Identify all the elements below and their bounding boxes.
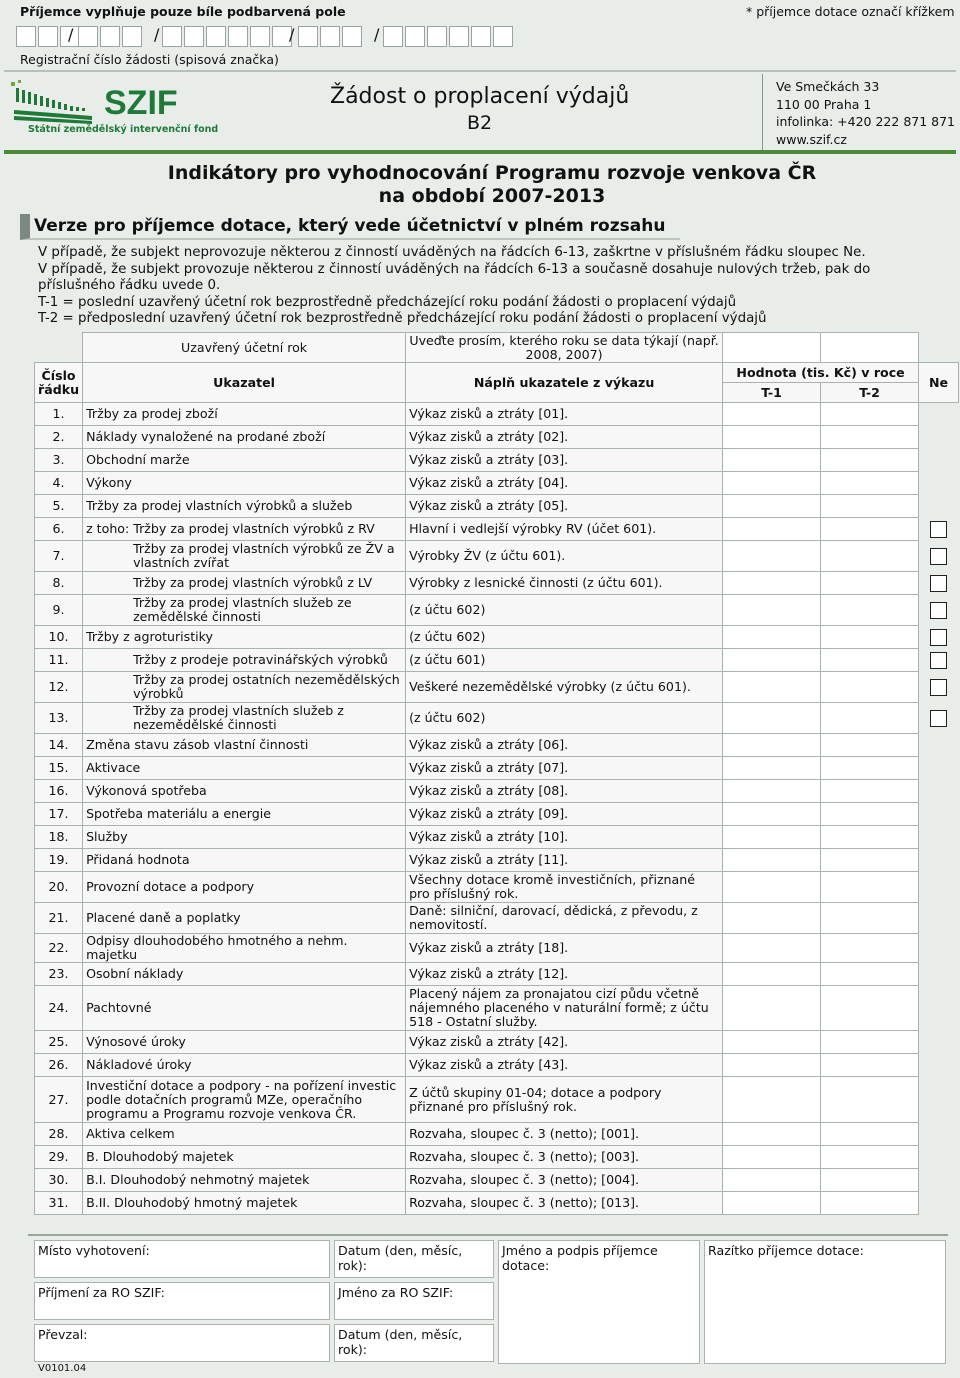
value-t2-input[interactable] bbox=[821, 826, 919, 849]
table-row bbox=[35, 672, 959, 703]
indicator-name: Tržby z agroturistiky bbox=[83, 626, 406, 649]
indicator-source: Výrobky ŽV (z účtu 601). bbox=[406, 541, 723, 572]
indicator-source: Výkaz zisků a ztráty [02]. bbox=[406, 426, 723, 449]
logo-text: SZIF bbox=[104, 84, 178, 122]
indicator-source: Výkaz zisků a ztráty [11]. bbox=[406, 849, 723, 872]
ro-surname-field[interactable]: Příjmení za RO SZIF: bbox=[34, 1282, 330, 1320]
reg-field-4[interactable] bbox=[298, 26, 364, 47]
logo-tagline: Státní zemědělský intervenční fond bbox=[28, 124, 219, 135]
reg-label: Registrační číslo žádosti (spisová značka) bbox=[20, 52, 279, 67]
value-t1-input[interactable] bbox=[723, 1146, 821, 1169]
indicator-source: Z účtů skupiny 01-04; dotace a podpory přiznané pro příslušný rok. bbox=[406, 1077, 723, 1123]
reg-slash: / bbox=[154, 25, 160, 44]
indicator-source: Všechny dotace kromě investičních, přiznané pro příslušný rok. bbox=[406, 872, 723, 903]
date-field-1[interactable]: Datum (den, měsíc, rok): bbox=[334, 1240, 494, 1278]
indicator-source: Rozvaha, sloupec č. 3 (netto); [003]. bbox=[406, 1146, 723, 1169]
instruction-line: T-2 = předposlední uzavřený účetní rok bezprostředně předcházející roku podání žádosti o proplacení výdajů bbox=[38, 311, 767, 326]
value-t1-input[interactable] bbox=[723, 472, 821, 495]
heading-line-1: Indikátory pro vyhodnocování Programu rozvoje venkova ČR bbox=[167, 162, 817, 184]
indicators-table bbox=[34, 332, 959, 1215]
table-row bbox=[35, 1031, 959, 1054]
row-number: 30. bbox=[35, 1169, 83, 1192]
instruction-line: T-1 = poslední uzavřený účetní rok bezprostředně předcházející roku podání žádosti o proplacení výdajů bbox=[38, 294, 737, 310]
value-t1-input[interactable] bbox=[723, 826, 821, 849]
value-t2-input[interactable] bbox=[821, 934, 919, 963]
indicator-source: Výkaz zisků a ztráty [03]. bbox=[406, 449, 723, 472]
table-row bbox=[35, 849, 959, 872]
table-row bbox=[35, 986, 959, 1031]
szif-logo bbox=[8, 80, 219, 140]
ne-cell bbox=[919, 872, 959, 903]
indicator-name: Tržby za prodej vlastních služeb z nezemědělské činnosti bbox=[83, 703, 406, 734]
received-by-field[interactable]: Převzal: bbox=[34, 1324, 330, 1362]
indicator-source: Veškeré nezemědělské výrobky (z účtu 601). bbox=[406, 672, 723, 703]
table-row bbox=[35, 1123, 959, 1146]
ne-cell bbox=[919, 626, 959, 649]
ne-cell bbox=[919, 649, 959, 672]
ne-cell bbox=[919, 903, 959, 934]
ne-cell bbox=[919, 1031, 959, 1054]
value-t1-input[interactable] bbox=[723, 626, 821, 649]
ne-checkbox[interactable] bbox=[930, 629, 947, 646]
ne-cell bbox=[919, 595, 959, 626]
value-t2-input[interactable] bbox=[821, 1031, 919, 1054]
row-number: 8. bbox=[35, 572, 83, 595]
value-t2-input[interactable] bbox=[821, 757, 919, 780]
ne-cell bbox=[919, 1146, 959, 1169]
address-street: Ve Smečkách 33 bbox=[776, 79, 880, 94]
table-row bbox=[35, 780, 959, 803]
table-row bbox=[35, 403, 959, 426]
indicator-source: Rozvaha, sloupec č. 3 (netto); [004]. bbox=[406, 1169, 723, 1192]
value-t1-input[interactable] bbox=[723, 403, 821, 426]
indicator-name: Nákladové úroky bbox=[83, 1054, 406, 1077]
indicator-header: Ukazatel bbox=[83, 363, 406, 403]
indicator-source: (z účtu 601) bbox=[406, 649, 723, 672]
blank-cell bbox=[35, 333, 83, 363]
value-t1-input[interactable] bbox=[723, 518, 821, 541]
indicator-name: Výkony bbox=[83, 472, 406, 495]
table-row bbox=[35, 541, 959, 572]
row-number: 2. bbox=[35, 426, 83, 449]
place-field[interactable]: Místo vyhotovení: bbox=[34, 1240, 330, 1278]
value-t2-input[interactable] bbox=[821, 986, 919, 1031]
table-row bbox=[35, 757, 959, 780]
indicator-name: Tržby za prodej ostatních nezemědělských výrobků bbox=[83, 672, 406, 703]
indicator-name: Odpisy dlouhodobého hmotného a nehm. majetku bbox=[83, 934, 406, 963]
row-number: 16. bbox=[35, 780, 83, 803]
value-t2-input[interactable] bbox=[821, 1146, 919, 1169]
row-number: 24. bbox=[35, 986, 83, 1031]
reg-field-3[interactable] bbox=[162, 26, 294, 47]
reg-field-2[interactable] bbox=[78, 26, 144, 47]
ne-cell bbox=[919, 1192, 959, 1215]
indicator-source: (z účtu 602) bbox=[406, 595, 723, 626]
indicator-name: z toho: Tržby za prodej vlastních výrobků z RV bbox=[83, 518, 406, 541]
recipient-signature-field[interactable]: Jméno a podpis příjemce dotace: bbox=[498, 1240, 700, 1364]
indicator-name: Náklady vynaložené na prodané zboží bbox=[83, 426, 406, 449]
indicator-name: Provozní dotace a podpory bbox=[83, 872, 406, 903]
table-row bbox=[35, 963, 959, 986]
ne-cell bbox=[919, 963, 959, 986]
main-heading bbox=[0, 162, 960, 208]
value-t1-input[interactable] bbox=[723, 934, 821, 963]
row-number: 27. bbox=[35, 1077, 83, 1123]
indicator-name: Tržby za prodej vlastních výrobků ze ŽV a vlastních zvířat bbox=[83, 541, 406, 572]
table-row bbox=[35, 595, 959, 626]
indicator-source: Výkaz zisků a ztráty [01]. bbox=[406, 403, 723, 426]
stamp-field[interactable]: Razítko příjemce dotace: bbox=[704, 1240, 946, 1364]
blank-cell bbox=[919, 333, 959, 363]
table-row bbox=[35, 872, 959, 903]
value-t1-input[interactable] bbox=[723, 1123, 821, 1146]
row-number: 7. bbox=[35, 541, 83, 572]
indicator-source: Daně: silniční, darovací, dědická, z převodu, z nemovitostí. bbox=[406, 903, 723, 934]
ne-cell bbox=[919, 572, 959, 595]
value-t2-input[interactable] bbox=[821, 495, 919, 518]
row-number: 10. bbox=[35, 626, 83, 649]
value-t2-input[interactable] bbox=[821, 541, 919, 572]
indicator-source: (z účtu 602) bbox=[406, 626, 723, 649]
value-t1-input[interactable] bbox=[723, 780, 821, 803]
form-version: V0101.04 bbox=[38, 1363, 87, 1374]
value-t2-input[interactable] bbox=[821, 872, 919, 903]
indicator-name: Tržby z prodeje potravinářských výrobků bbox=[83, 649, 406, 672]
value-t2-input[interactable] bbox=[821, 780, 919, 803]
ne-cell bbox=[919, 703, 959, 734]
indicator-name: B.II. Dlouhodobý hmotný majetek bbox=[83, 1192, 406, 1215]
ne-cell bbox=[919, 1077, 959, 1123]
indicator-name: Tržby za prodej vlastních služeb ze zemědělské činnosti bbox=[83, 595, 406, 626]
row-number: 5. bbox=[35, 495, 83, 518]
t2-header: T-2 bbox=[821, 383, 919, 403]
value-t2-input[interactable] bbox=[821, 595, 919, 626]
table-row bbox=[35, 649, 959, 672]
ne-cell bbox=[919, 518, 959, 541]
value-t1-input[interactable] bbox=[723, 1169, 821, 1192]
value-t2-input[interactable] bbox=[821, 518, 919, 541]
table-row bbox=[35, 903, 959, 934]
value-t1-input[interactable] bbox=[723, 734, 821, 757]
value-t1-input[interactable] bbox=[723, 672, 821, 703]
table-row bbox=[35, 1054, 959, 1077]
table-row bbox=[35, 626, 959, 649]
row-number: 29. bbox=[35, 1146, 83, 1169]
content-header: Náplň ukazatele z výkazu bbox=[406, 363, 723, 403]
value-t1-input[interactable] bbox=[723, 541, 821, 572]
divider bbox=[762, 74, 763, 150]
row-number: 4. bbox=[35, 472, 83, 495]
ne-cell bbox=[919, 734, 959, 757]
row-number: 28. bbox=[35, 1123, 83, 1146]
ne-checkbox[interactable] bbox=[930, 652, 947, 669]
reg-field-5[interactable] bbox=[383, 26, 515, 47]
table-row bbox=[35, 449, 959, 472]
address-city: 110 00 Praha 1 bbox=[776, 96, 872, 112]
table-row bbox=[35, 1077, 959, 1123]
indicator-name: B.I. Dlouhodobý nehmotný majetek bbox=[83, 1169, 406, 1192]
indicator-name: Osobní náklady bbox=[83, 963, 406, 986]
table-row bbox=[35, 1146, 959, 1169]
indicator-source: Hlavní i vedlejší výrobky RV (účet 601). bbox=[406, 518, 723, 541]
indicator-source: Výkaz zisků a ztráty [18]. bbox=[406, 934, 723, 963]
table-row bbox=[35, 826, 959, 849]
fill-instruction: Příjemce vyplňuje pouze bíle podbarvená pole bbox=[20, 4, 346, 19]
value-t2-input[interactable] bbox=[821, 472, 919, 495]
indicator-source: Výkaz zisků a ztráty [43]. bbox=[406, 1054, 723, 1077]
value-t1-input[interactable] bbox=[723, 986, 821, 1031]
date-field-2[interactable]: Datum (den, měsíc, rok): bbox=[334, 1324, 494, 1362]
indicator-name: Pachtovné bbox=[83, 986, 406, 1031]
indicator-source: Výkaz zisků a ztráty [09]. bbox=[406, 803, 723, 826]
indicator-source: Placený nájem za pronajatou cizí půdu včetně nájemného placeného v naturální formě; z účtu 518 - Ostatní služby. bbox=[406, 986, 723, 1031]
indicator-name: Služby bbox=[83, 826, 406, 849]
table-row bbox=[35, 1169, 959, 1192]
indicator-name: Změna stavu zásob vlastní činnosti bbox=[83, 734, 406, 757]
ne-cell bbox=[919, 849, 959, 872]
ne-cell bbox=[919, 780, 959, 803]
value-t1-input[interactable] bbox=[723, 757, 821, 780]
value-t2-input[interactable] bbox=[821, 1077, 919, 1123]
value-t1-input[interactable] bbox=[723, 1054, 821, 1077]
indicator-name: Placené daně a poplatky bbox=[83, 903, 406, 934]
indicator-source: Výkaz zisků a ztráty [42]. bbox=[406, 1031, 723, 1054]
divider bbox=[4, 70, 956, 72]
indicator-name: Aktivace bbox=[83, 757, 406, 780]
indicator-name: B. Dlouhodobý majetek bbox=[83, 1146, 406, 1169]
value-t2-input[interactable] bbox=[821, 803, 919, 826]
row-number: 31. bbox=[35, 1192, 83, 1215]
indicator-source: Výkaz zisků a ztráty [12]. bbox=[406, 963, 723, 986]
ne-cell bbox=[919, 495, 959, 518]
ne-cell bbox=[919, 803, 959, 826]
value-t2-input[interactable] bbox=[821, 903, 919, 934]
value-t1-input[interactable] bbox=[723, 449, 821, 472]
ne-header: Ne bbox=[919, 363, 959, 403]
ne-cell bbox=[919, 541, 959, 572]
ne-cell bbox=[919, 1123, 959, 1146]
ne-checkbox[interactable] bbox=[930, 602, 947, 619]
table-row bbox=[35, 734, 959, 757]
address-block bbox=[776, 78, 955, 148]
indicator-name: Výnosové úroky bbox=[83, 1031, 406, 1054]
table-row bbox=[35, 572, 959, 595]
value-header: Hodnota (tis. Kč) v roce bbox=[723, 363, 919, 383]
indicator-source: Rozvaha, sloupec č. 3 (netto); [001]. bbox=[406, 1123, 723, 1146]
row-no-header: Číslo řádku bbox=[35, 363, 83, 403]
ne-checkbox[interactable] bbox=[930, 521, 947, 538]
indicator-name: Tržby za prodej zboží bbox=[83, 403, 406, 426]
ne-cell bbox=[919, 826, 959, 849]
row-number: 9. bbox=[35, 595, 83, 626]
indicator-name: Spotřeba materiálu a energie bbox=[83, 803, 406, 826]
table-row bbox=[35, 426, 959, 449]
table-row bbox=[35, 472, 959, 495]
form-title: Žádost o proplacení výdajů bbox=[330, 84, 630, 109]
value-t1-input[interactable] bbox=[723, 849, 821, 872]
value-t2-input[interactable] bbox=[821, 572, 919, 595]
value-t1-input[interactable] bbox=[723, 1031, 821, 1054]
ne-checkbox[interactable] bbox=[930, 575, 947, 592]
row-number: 13. bbox=[35, 703, 83, 734]
table-row bbox=[35, 703, 959, 734]
value-t1-input[interactable] bbox=[723, 572, 821, 595]
table-row bbox=[35, 518, 959, 541]
row-number: 11. bbox=[35, 649, 83, 672]
value-t2-input[interactable] bbox=[821, 649, 919, 672]
value-t2-input[interactable] bbox=[821, 1169, 919, 1192]
indicator-name: Výkonová spotřeba bbox=[83, 780, 406, 803]
row-number: 19. bbox=[35, 849, 83, 872]
row-number: 12. bbox=[35, 672, 83, 703]
ne-cell bbox=[919, 986, 959, 1031]
ne-cell bbox=[919, 403, 959, 426]
ne-cell bbox=[919, 449, 959, 472]
indicator-name: Obchodní marže bbox=[83, 449, 406, 472]
indicator-source: Rozvaha, sloupec č. 3 (netto); [013]. bbox=[406, 1192, 723, 1215]
reg-slash: / bbox=[289, 25, 295, 44]
value-t1-input[interactable] bbox=[723, 1077, 821, 1123]
value-t2-input[interactable] bbox=[821, 1192, 919, 1215]
value-t1-input[interactable] bbox=[723, 703, 821, 734]
indicator-name: Přidaná hodnota bbox=[83, 849, 406, 872]
value-t1-input[interactable] bbox=[723, 426, 821, 449]
instruction-line: V případě, že subjekt neprovozuje některou z činností uváděných na řádcích 6-13, zaškrtne v příslušném řádku sloupec Ne. bbox=[38, 245, 866, 260]
indicator-source: Výkaz zisků a ztráty [07]. bbox=[406, 757, 723, 780]
ne-cell bbox=[919, 426, 959, 449]
green-rule bbox=[4, 150, 956, 154]
row-number: 14. bbox=[35, 734, 83, 757]
value-t1-input[interactable] bbox=[723, 803, 821, 826]
indicator-name: Tržby za prodej vlastních výrobků z LV bbox=[83, 572, 406, 595]
address-hotline: infolinka: +420 222 871 871 bbox=[776, 114, 956, 129]
ne-checkbox[interactable] bbox=[930, 710, 947, 727]
value-t2-input[interactable] bbox=[821, 626, 919, 649]
value-t2-input[interactable] bbox=[821, 403, 919, 426]
value-t2-input[interactable] bbox=[821, 449, 919, 472]
ne-cell bbox=[919, 672, 959, 703]
ne-cell bbox=[919, 1054, 959, 1077]
year-t2-input[interactable] bbox=[821, 333, 919, 363]
row-number: 23. bbox=[35, 963, 83, 986]
value-t2-input[interactable] bbox=[821, 426, 919, 449]
row-number: 22. bbox=[35, 934, 83, 963]
value-t1-input[interactable] bbox=[723, 595, 821, 626]
table-row bbox=[35, 803, 959, 826]
value-t2-input[interactable] bbox=[821, 672, 919, 703]
ne-cell bbox=[919, 1169, 959, 1192]
top-bar bbox=[0, 0, 960, 72]
value-t2-input[interactable] bbox=[821, 1123, 919, 1146]
row-number: 6. bbox=[35, 518, 83, 541]
t1-header: T-1 bbox=[723, 383, 821, 403]
table-row bbox=[35, 934, 959, 963]
year-note: Uveďte prosím, kterého roku se data týkají (např. 2008, 2007) bbox=[406, 333, 723, 363]
row-number: 25. bbox=[35, 1031, 83, 1054]
version-title: Verze pro příjemce dotace, který vede účetnictví v plném rozsahu bbox=[20, 214, 680, 240]
row-number: 20. bbox=[35, 872, 83, 903]
row-number: 26. bbox=[35, 1054, 83, 1077]
year-t1-input[interactable] bbox=[723, 333, 821, 363]
indicator-source: Výrobky z lesnické činnosti (z účtu 601). bbox=[406, 572, 723, 595]
row-number: 15. bbox=[35, 757, 83, 780]
ne-cell bbox=[919, 757, 959, 780]
ne-checkbox[interactable] bbox=[930, 548, 947, 565]
value-t1-input[interactable] bbox=[723, 1192, 821, 1215]
indicator-source: Výkaz zisků a ztráty [05]. bbox=[406, 495, 723, 518]
instructions bbox=[38, 245, 938, 328]
value-t2-input[interactable] bbox=[821, 734, 919, 757]
value-t1-input[interactable] bbox=[723, 903, 821, 934]
indicator-source: Výkaz zisků a ztráty [06]. bbox=[406, 734, 723, 757]
indicator-source: Výkaz zisků a ztráty [10]. bbox=[406, 826, 723, 849]
value-t1-input[interactable] bbox=[723, 649, 821, 672]
ne-cell bbox=[919, 472, 959, 495]
closed-year-label: Uzavřený účetní rok bbox=[83, 333, 406, 363]
value-t1-input[interactable] bbox=[723, 495, 821, 518]
heading-line-2: na období 2007-2013 bbox=[378, 185, 606, 207]
indicator-name: Aktiva celkem bbox=[83, 1123, 406, 1146]
ne-checkbox[interactable] bbox=[930, 679, 947, 696]
reg-slash: / bbox=[374, 25, 380, 44]
indicator-source: Výkaz zisků a ztráty [04]. bbox=[406, 472, 723, 495]
form-code: B2 bbox=[467, 112, 493, 134]
row-number: 1. bbox=[35, 403, 83, 426]
address-web: www.szif.cz bbox=[776, 131, 847, 147]
reg-slash: / bbox=[68, 25, 74, 44]
row-number: 3. bbox=[35, 449, 83, 472]
indicator-source: Výkaz zisků a ztráty [08]. bbox=[406, 780, 723, 803]
checkbox-instruction: * příjemce dotace označí křížkem bbox=[746, 4, 955, 19]
value-t2-input[interactable] bbox=[821, 1054, 919, 1077]
indicator-name: Investiční dotace a podpory - na pořízení investic podle dotačních programů MZe, operačního programu a Programu rozvoje venkova ČR. bbox=[83, 1077, 406, 1123]
table-row bbox=[35, 495, 959, 518]
value-t1-input[interactable] bbox=[723, 872, 821, 903]
ro-name-field[interactable]: Jméno za RO SZIF: bbox=[334, 1282, 494, 1320]
table-row bbox=[35, 1192, 959, 1215]
value-t1-input[interactable] bbox=[723, 963, 821, 986]
row-number: 17. bbox=[35, 803, 83, 826]
value-t2-input[interactable] bbox=[821, 703, 919, 734]
row-number: 21. bbox=[35, 903, 83, 934]
ne-cell bbox=[919, 934, 959, 963]
value-t2-input[interactable] bbox=[821, 849, 919, 872]
indicator-source: (z účtu 602) bbox=[406, 703, 723, 734]
row-number: 18. bbox=[35, 826, 83, 849]
indicator-name: Tržby za prodej vlastních výrobků a služeb bbox=[83, 495, 406, 518]
instruction-line: V případě, že subjekt provozuje některou z činností uváděných na řádcích 6-13 a současně dosahuje nulových tržeb, pak do příslušného řádku uvede 0. bbox=[38, 261, 871, 293]
value-t2-input[interactable] bbox=[821, 963, 919, 986]
